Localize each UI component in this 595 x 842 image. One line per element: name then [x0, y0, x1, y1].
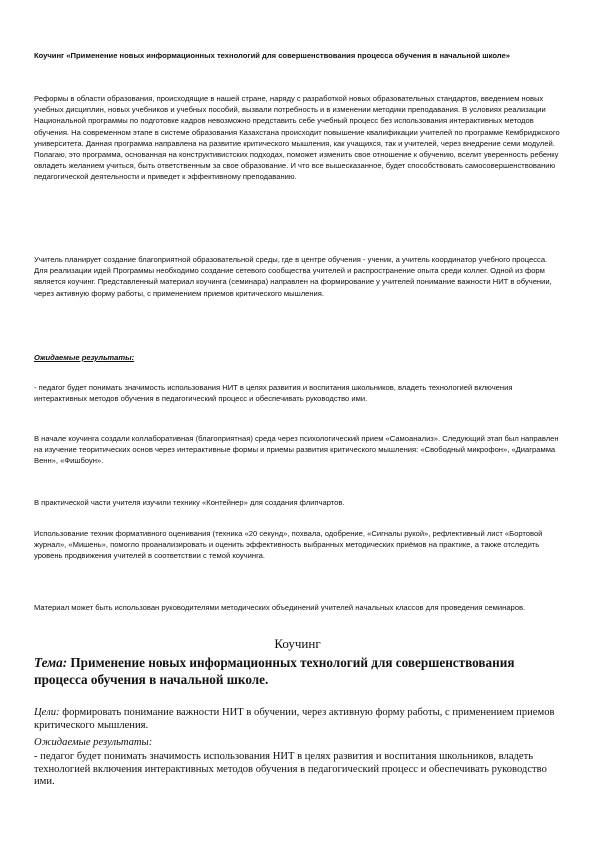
formative-assessment-paragraph: Использование техник формативного оценивания (техника «20 секунд», похвала, одобрение, «Сигналы рукой», рефлективный лист «Бортовой журнал», «Мишень», помогло проанализировать и оценить эффективность выбранных методических приёмов на практике, а также отследить уровень продвижения учителей в соответствии с темой коучинга.	[34, 529, 543, 561]
goals-line	[34, 707, 561, 732]
goals-label: Цели:	[34, 707, 60, 718]
theme-line	[34, 655, 561, 688]
teacher-paragraph: Учитель планирует создание благоприятной образовательной среды, где в центре обучения - ученик, а учитель координатор учебного процесса. Для реализации идей Программы необходимо создание сетевого сообщества учителей и распространение опыта среди коллег. Одной из форм является коучинг. Представленный материал коучинга (семинара) направлен на формирование у учителей понимание важности НИТ в обучении, через активную форму работы, с применением приемов критического мышления.	[34, 255, 552, 298]
expected-results-label-2: Ожидаемые результаты:	[34, 737, 153, 748]
usage-note-paragraph: Материал может быть использован руководителями методических объединений учителей начальных классов для проведения семинаров.	[34, 603, 526, 612]
practical-part-paragraph: В практической части учителя изучили технику «Контейнер» для создания флипчартов.	[34, 498, 345, 507]
theme-text: Применение новых информационных технологий для совершенствования процесса обучения в начальной школе.	[34, 655, 515, 687]
document-heading: Коучинг «Применение новых информационных технологий для совершенствования процесса обучения в начальной школе»	[34, 51, 510, 60]
expected-results-text: - педагог будет понимать значимость использования НИТ в целях развития и воспитания школьников, владеть технологией включения интерактивных методов обучения в педагогический процесс и обеспечивать руководство ими.	[34, 383, 513, 404]
coaching-title: Коучинг	[274, 636, 321, 651]
theme-label: Тема:	[34, 655, 68, 670]
goals-text: формировать понимание важности НИТ в обучении, через активную форму работы, с применением приемов критического мышления.	[34, 707, 555, 731]
expected-results-text-2: - педагог будет понимать значимость использования НИТ в целях развития и воспитания школьников, владеть технологией включения интерактивных методов обучения в педагогический процесс и обеспечивать руководство ими.	[34, 751, 547, 788]
coaching-start-paragraph: В начале коучинга создали коллаборативная (благоприятная) среда через психологический прием «Самоанализ». Следующий этап был направлен на изучение теоритических основ через интерактивные формы и приемы развития критического мышления: «Свободный микрофон», «Диаграмма Венн», «Фишбоун».	[34, 434, 559, 466]
intro-paragraph: Реформы в области образования, происходящие в нашей стране, наряду с разработкой новых образовательных стандартов, введением новых учебных дисциплин, новых учебников и учебных пособий, вызвали потребность и в изменении методики преподавания. В условиях реализации Национальной программы по подготовке кадров невозможно представить себе учебный процесс без использования интерактивных методов обучения. На современном этапе в системе образования Казахстана происходит повышение квалификации учителей по программе Кембриджского университета. Данная программа направлена на развитие критического мышления, как учащихся, так и учителей, через внедрение семи модулей. Полагаю, это программа, основанная на конструктивистских подходах, поможет изменить свое отношение к обучению, вселит уверенность ребенку овладеть желанием учиться, быть ответственным за свое образование. И что все вышесказанное, будет способствовать самосовершенствованию педагогической деятельности и приведет к эффективному преподаванию.	[34, 94, 560, 182]
expected-results-label: Ожидаемые результаты:	[34, 353, 135, 362]
